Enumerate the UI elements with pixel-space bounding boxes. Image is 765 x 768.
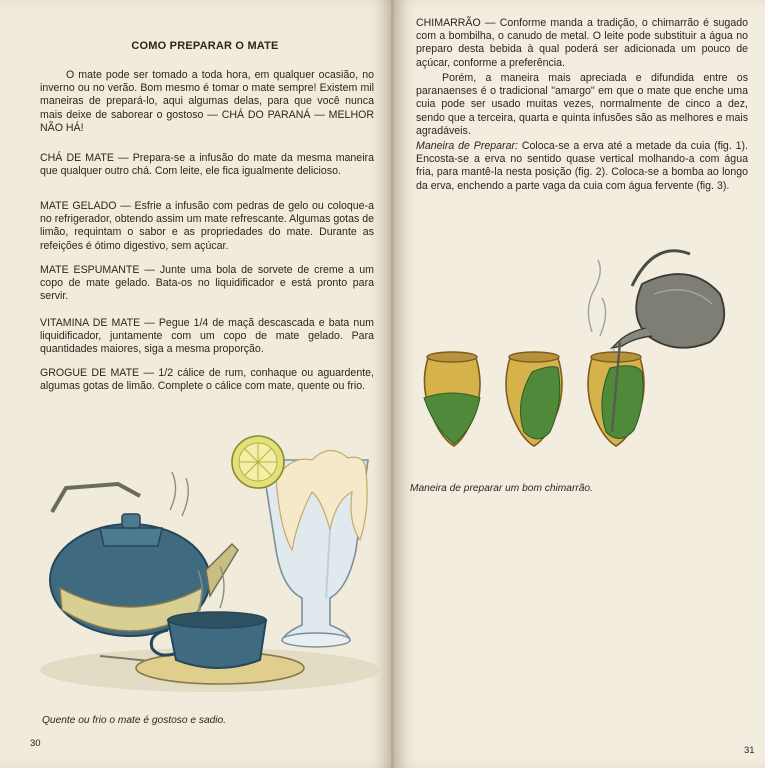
page-number: 31 — [744, 745, 755, 756]
gourd-2-icon — [506, 352, 562, 446]
section-heading: GROGUE DE MATE — [40, 367, 140, 379]
intro-paragraph: O mate pode ser tomado a toda hora, em qualquer ocasião, no inverno ou no verão. Bom mesmo é tomar o mate sempre! Existem mil maneiras de prepará-lo, aqui algumas delas, para que você nunca mais deixe de saborear o gostoso — CHÁ DO PARANÁ — MELHOR NÃO HÁ! — [40, 69, 374, 134]
illustration-caption: Maneira de preparar um bom chimarrão. — [410, 483, 593, 494]
gourd-3-icon — [588, 342, 644, 446]
chimarrao-paragraph — [416, 17, 748, 70]
amargo-paragraph: Porém, a maneira mais apreciada e difundida entre os paranaenses é o tradicional "amargo" em que o mate que enche uma cuia pode ser usado muitas vezes, normalmente de cinco a dez, sendo que a terceira, quarta e quinta infusões são as melhores e mais agradáveis. — [416, 72, 748, 137]
preparation-label: Maneira de Preparar: — [416, 140, 518, 152]
section-cha-de-mate — [40, 152, 374, 178]
section-heading: MATE ESPUMANTE — [40, 264, 140, 276]
section-grogue-de-mate — [40, 367, 374, 393]
gourd-1-icon — [424, 352, 480, 446]
section-text: — Junte uma bola de sorvete de creme a um copo de mate gelado. Bata-os no liquidificador e está pronto para servir. — [40, 264, 374, 303]
section-vitamina-de-mate — [40, 317, 374, 357]
section-heading: CHIMARRÃO — [416, 17, 481, 29]
section-heading: CHÁ DE MATE — [40, 152, 114, 164]
chimarrao-illustration — [414, 232, 759, 462]
preparation-text: Coloca-se a erva até a metade da cuia (fig. 1). Encosta-se a erva no sentido quase vertical molhando-a com água fria, para mantê-la nesta posição (fig. 2). Coloca-se a bomba ao longo da erva, enchendo a parte vaga da cuia com água fervente (fig. 3). — [416, 140, 748, 192]
right-page — [394, 0, 765, 768]
section-text: — Prepara-se a infusão do mate da mesma maneira que qualquer outro chá. Com leite, ele fica igualmente delicioso. — [40, 152, 374, 178]
lemon-slice-icon — [232, 436, 284, 488]
section-text: — 1/2 cálice de rum, conhaque ou aguardente, algumas gotas de limão. Complete o cálice com mate, quente ou frio. — [40, 367, 374, 393]
section-text: — Conforme manda a tradição, o chimarrão é sugado com a bombilha, o canudo de metal. O leite pode substituir a água no preparo desta bebida à qual poderá ser adicionada um pouco de açúcar, conforme a preferência. — [416, 17, 748, 69]
preparation-paragraph — [416, 140, 748, 193]
section-text: — Pegue 1/4 de maçã descascada e bata num liquidificador, juntamente com um copo de mate gelado. Para quantidades maiores, siga a mesma proporção. — [40, 317, 374, 356]
section-text: — Esfrie a infusão com pedras de gelo ou coloque-a no refrigerador, obtendo assim um mate refrescante. Algumas gotas de limão, requintam o sabor e as propriedades do mate. Durante as refeições é ótimo digestivo, sem açúcar. — [40, 200, 374, 252]
section-heading: MATE GELADO — [40, 200, 117, 212]
page-number: 30 — [30, 738, 41, 749]
section-mate-gelado — [40, 200, 374, 253]
section-mate-espumante — [40, 264, 374, 304]
page-title: COMO PREPARAR O MATE — [131, 40, 279, 52]
illustration-caption: Quente ou frio o mate é gostoso e sadio. — [42, 715, 227, 726]
tea-illustration — [30, 420, 390, 710]
section-heading: VITAMINA DE MATE — [40, 317, 141, 329]
